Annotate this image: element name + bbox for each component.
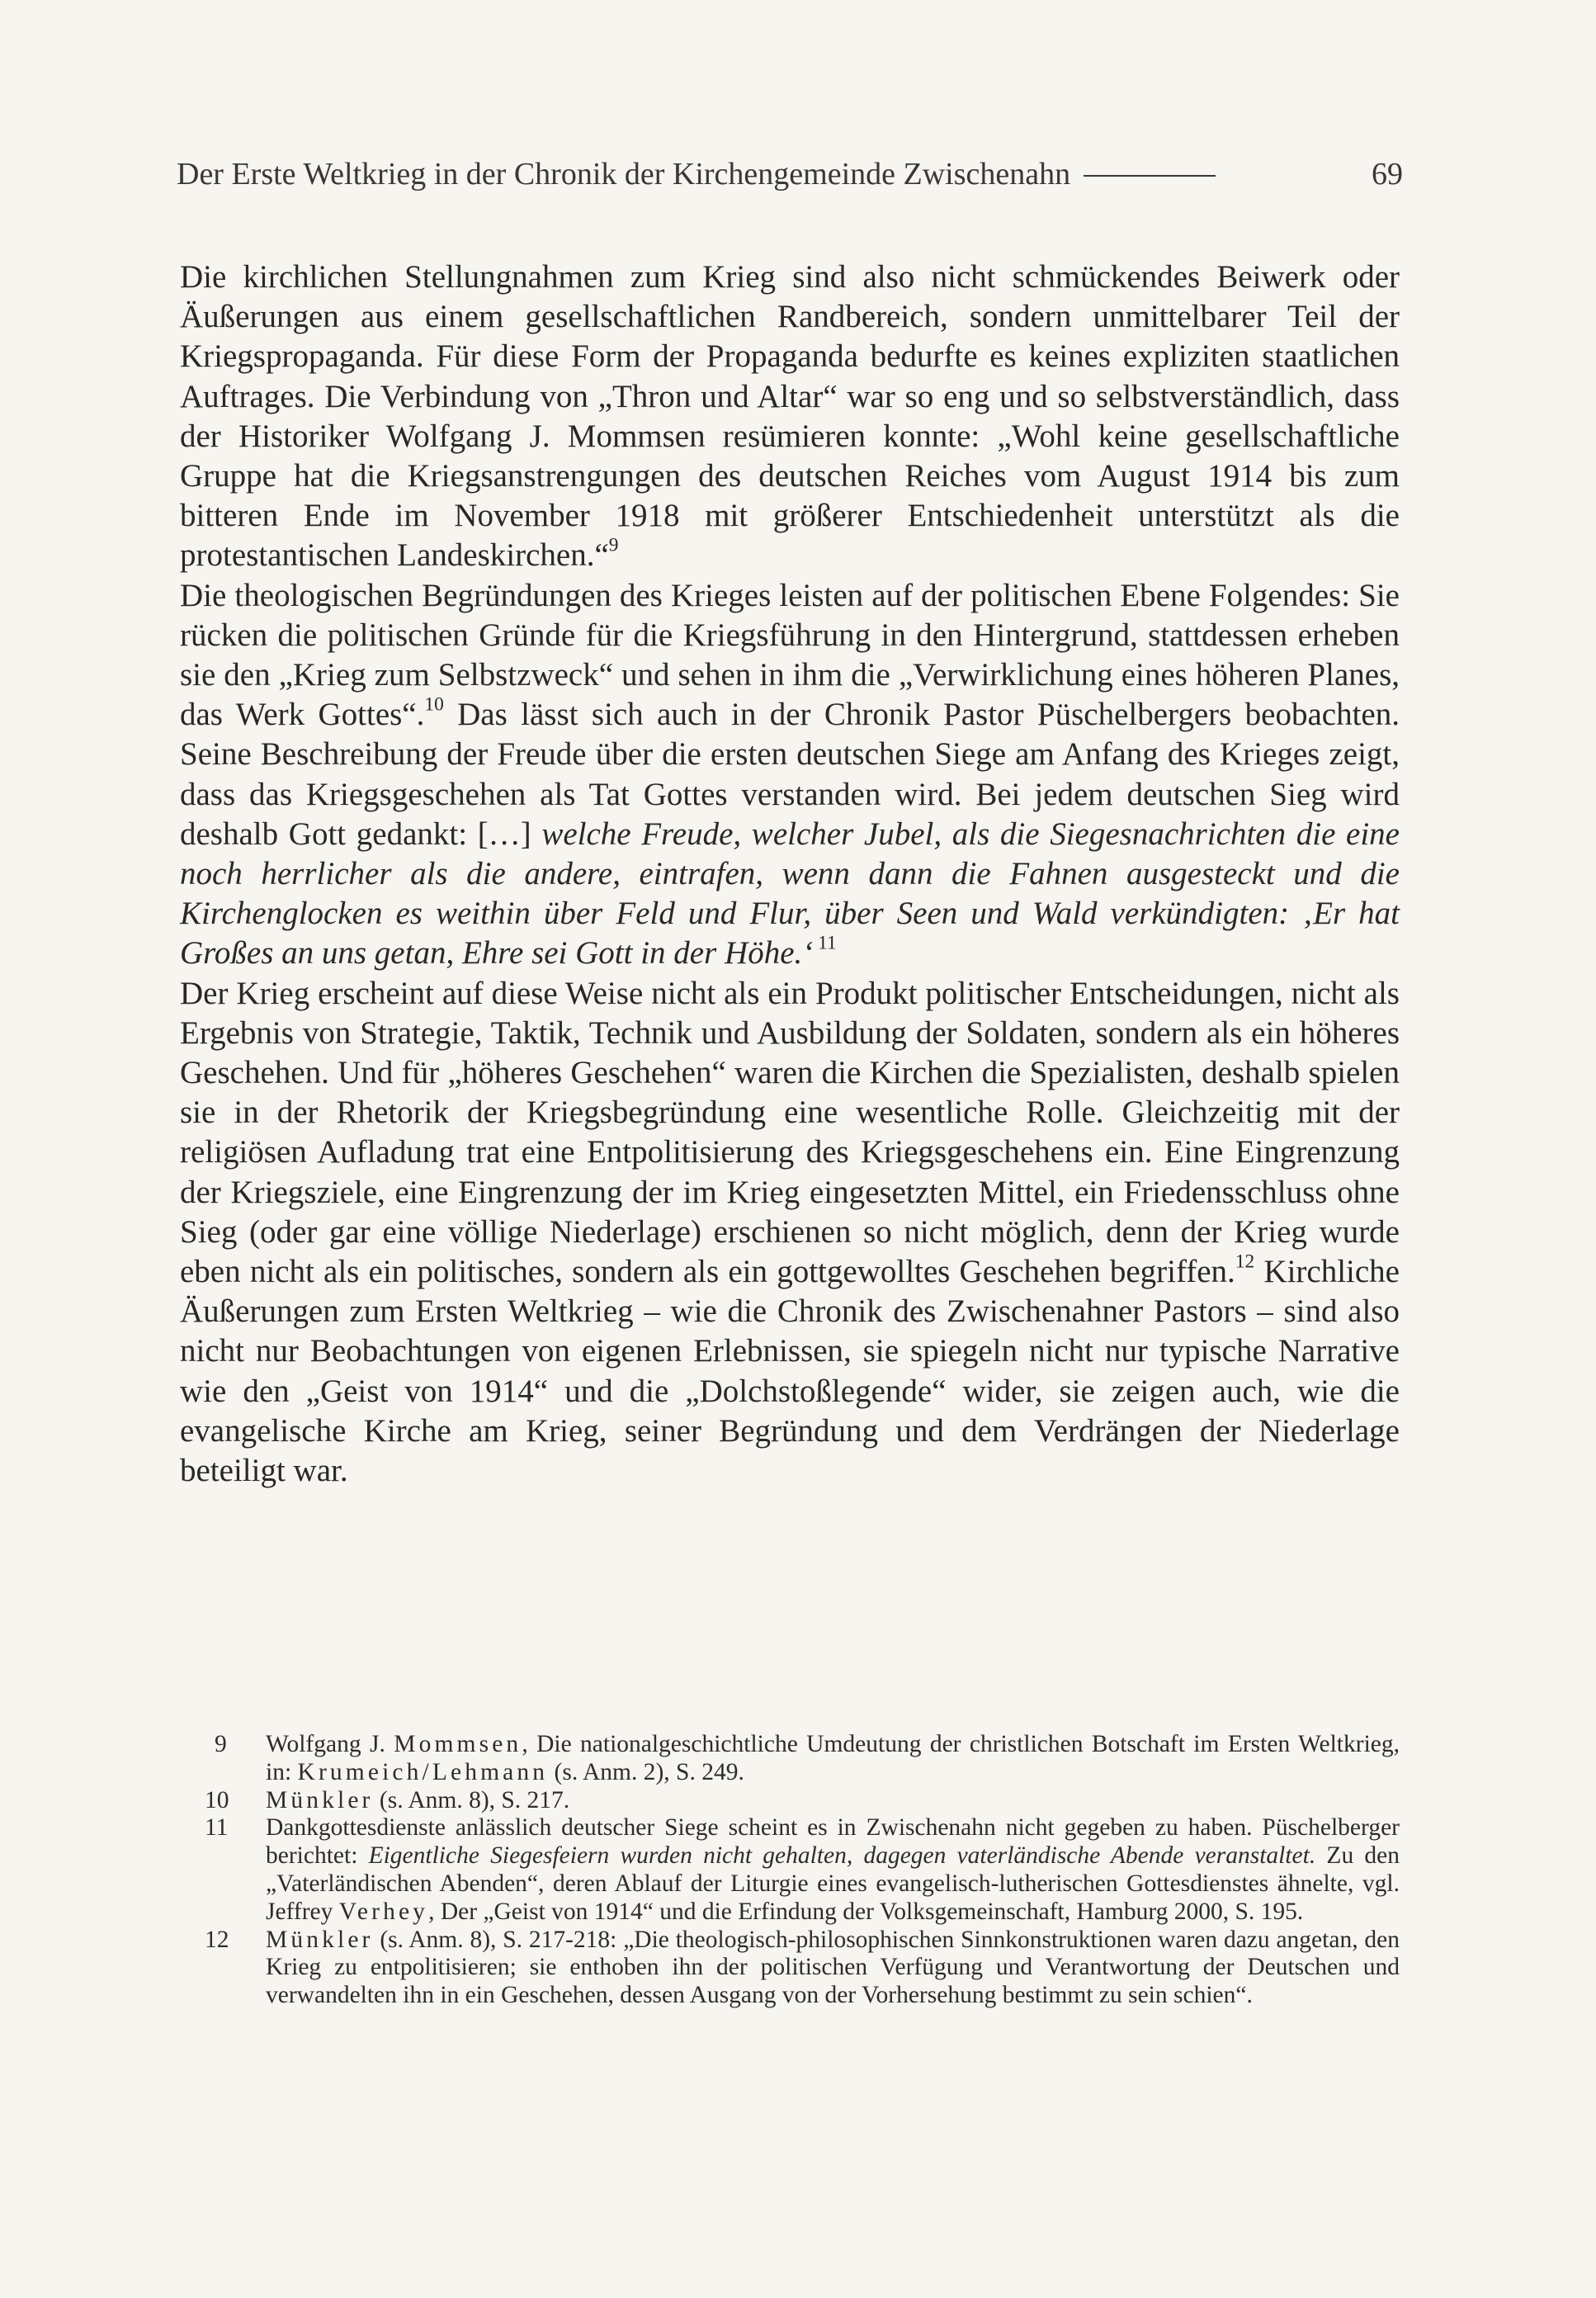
paragraph xyxy=(180,974,1400,1492)
running-head-rule xyxy=(1084,175,1216,177)
footnotes xyxy=(180,1731,1400,2010)
text-run: Das lässt sich auch in der Chronik Pastor Püschelbergers beobachten. Seine Beschreibung der Freude über die ersten deutschen Siege am Anfang des Krieges zeigt, dass das Kriegsgeschehen als Tat Gottes verstanden wird. Bei jedem deutschen Sieg wird deshalb Gott gedankt: […] xyxy=(180,697,1400,852)
footnote-text xyxy=(266,1814,1400,1926)
text-run: (s. Anm. 8), S. 217-218: „Die theologisch-philosophischen Sinnkonstruktionen waren dazu angetan, den Krieg zu entpolitisieren; sie enthoben ihn der politischen Verfügung und Verantwortung der Deutschen und verwandelten ihn in ein Geschehen, dessen Ausgang von der Vorhersehung bestimmt zu sein schien“. xyxy=(266,1926,1400,2009)
text-run: , Die nationalgeschichtliche Umdeutung der christlichen Botschaft im Ersten Weltkrieg, in: xyxy=(266,1731,1400,1785)
footnote-text xyxy=(266,1731,1400,1787)
text-run: (s. Anm. 8), S. 217. xyxy=(373,1786,570,1813)
author-name: Mommsen xyxy=(394,1731,522,1757)
footnote-ref: 11 xyxy=(813,932,837,954)
text-run: (s. Anm. 2), S. 249. xyxy=(548,1758,744,1785)
author-name: Münkler xyxy=(266,1786,374,1813)
footnote-text xyxy=(266,1787,1400,1815)
text-run: Dankgottesdienste anlässlich deutscher Siege scheint es in Zwischenahn nicht gegeben zu haben. Püschelberger berichtet: xyxy=(266,1814,1400,1870)
text-run: Die kirchlichen Stellungnahmen zum Krieg sind also nicht schmückendes Beiwerk oder Äußerungen aus einem gesellschaftlichen Randbereich, sondern unmittelbarer Teil der Kriegspropaganda. Für diese Form der Propaganda bedurfte es keines expliziten staatlichen Auftrages. Die Verbindung von „Thron und Altar“ war so eng und so selbstverständlich, dass der Historiker Wolfgang J. Mommsen resümieren konnte: „Wohl keine gesellschaftliche Gruppe hat die Kriegsanstrengungen des deutschen Reiches vom August 1914 bis zum bitteren Ende im November 1918 mit größerer Entschiedenheit unterstützt als die protestantischen Landeskirchen.“ xyxy=(180,259,1400,574)
footnote-ref: 12 xyxy=(1235,1251,1255,1273)
author-name: Krumeich/Lehmann xyxy=(297,1758,549,1785)
main-text xyxy=(180,258,1400,1491)
footnote xyxy=(180,1787,1400,1815)
italic-quote: welche Freude, welcher Jubel, als die Siegesnachrichten die eine noch herrlicher als die andere, eintrafen, wenn dann die Fahnen ausgesteckt und die Kirchenglocken es weithin über Feld und Flur, über Seen und Wald verkündigten: ‚Er hat Großes an uns getan, Ehre sei Gott in der Höhe.‘ xyxy=(180,816,1400,972)
footnote-number: 10 xyxy=(205,1786,229,1813)
text-run: , Der „Geist von 1914“ und die Erfindung der Volksgemeinschaft, Hamburg 2000, S. 195. xyxy=(428,1898,1304,1925)
footnote-number: 11 xyxy=(205,1814,229,1842)
footnote xyxy=(180,1731,1400,1787)
text-run: Zu den „Vaterländischen Abenden“, deren Ablauf der Liturgie eines evangelisch-lutherischen Gottesdienstes ähnelte, vgl. Jeffrey xyxy=(266,1842,1400,1925)
author-name: Münkler xyxy=(266,1926,374,1953)
italic-quote: Eigentliche Siegesfeiern wurden nicht gehalten, dagegen vaterländische Abende veranstaltet. xyxy=(368,1842,1316,1870)
footnote xyxy=(180,1927,1400,2010)
paragraph xyxy=(180,258,1400,576)
text-run: Wolfgang J. xyxy=(266,1731,394,1757)
footnote-number: 9 xyxy=(215,1731,227,1757)
page-number: 69 xyxy=(1372,157,1403,192)
text-run: Der Krieg erscheint auf diese Weise nicht als ein Produkt politischer Entscheidungen, nicht als Ergebnis von Strategie, Taktik, Technik und Ausbildung der Soldaten, sondern als ein höheres Geschehen. Und für „höheres Geschehen“ waren die Kirchen die Spezialisten, deshalb spielen sie in der Rhetorik der Kriegsbegründung eine wesentliche Rolle. Gleichzeitig mit der religiösen Aufladung trat eine Entpolitisierung des Kriegsgeschehens ein. Eine Eingrenzung der Kriegsziele, eine Eingrenzung der im Krieg eingesetzten Mittel, ein Friedensschluss ohne Sieg (oder gar eine völlige Niederlage) erschienen so nicht möglich, denn der Krieg wurde eben nicht als ein politisches, sondern als ein gottgewolltes Geschehen begriffen. xyxy=(180,975,1400,1290)
text-run: Die theologischen Begründungen des Krieges leisten auf der politischen Ebene Folgendes: Sie rücken die politischen Gründe für die Kriegsführung in den Hintergrund, stattdessen erheben sie den „Krieg zum Selbstzweck“ und sehen in ihm die „Verwirklichung eines höheren Planes, das Werk Gottes“. xyxy=(180,577,1400,733)
footnote-number: 12 xyxy=(205,1926,229,1953)
footnote-ref: 9 xyxy=(608,534,619,556)
running-head xyxy=(177,154,1403,195)
author-name: Verhey xyxy=(338,1898,429,1925)
text-run: Kirchliche Äußerungen zum Ersten Weltkrieg – wie die Chronik des Zwischenahner Pastors – sind also nicht nur Beobachtungen von eigenen Erlebnissen, sie spiegeln nicht nur typische Narrative wie den „Geist von 1914“ und die „Dolchstoßlegende“ wider, sie zeigen auch, wie die evangelische Kirche am Krieg, seiner Begründung und dem Verdrängen der Niederlage beteiligt war. xyxy=(180,1254,1400,1489)
footnote xyxy=(180,1814,1400,1926)
paragraph xyxy=(180,576,1400,974)
footnote-text xyxy=(266,1927,1400,2010)
footnote-ref: 10 xyxy=(424,693,444,716)
running-head-title: Der Erste Weltkrieg in der Chronik der Kirchengemeinde Zwischenahn xyxy=(177,157,1071,192)
